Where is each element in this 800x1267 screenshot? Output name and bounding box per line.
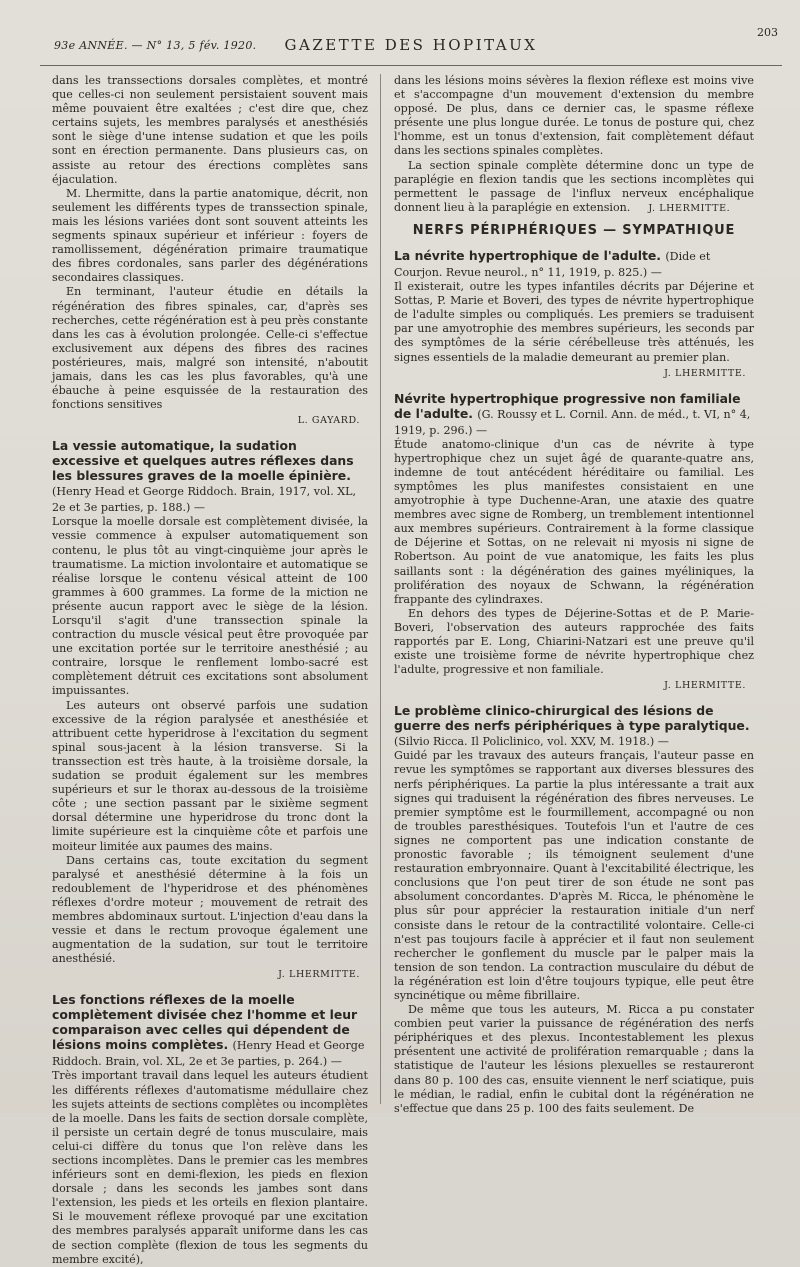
right-column <box>394 74 754 1115</box>
article-title-text: La vessie automatique, la sudation excessive et quelques autres réflexes dans les blessures graves de la moelle épinière. <box>52 438 354 484</box>
article-title-text: La névrite hypertrophique de l'adulte. <box>394 248 662 264</box>
paragraph: En terminant, l'auteur étudie en détails la régénération des fibres spinales, car, d'après ses recherches, cette régénération est à peu près constante dans les cas à évolution prolongée. Celle-ci s'effectue exclusivement aux dépens des fibres des racines postérieures, mais, malgré son intensité, n'aboutit jamais, dans les cas les plus favorables, qu'à une ébauche à peine esquissée de la restauration des fonctions sensitives <box>52 285 368 412</box>
paragraph-text: La section spinale complète détermine donc un type de paraplégie en flexion tandis que les sections incomplètes qui permettent le passage de l'influx nerveux encéphalique donnent lieu à la paraplégie en extension. <box>394 158 754 214</box>
author-signature: J. LHERMITTE. <box>664 367 746 379</box>
article-title <box>394 391 754 438</box>
paragraph: dans les lésions moins sévères la flexion réflexe est moins vive et s'accompagne d'un mouvement d'extension du membre opposé. De plus, dans ce dernier cas, le spasme réflexe présente une plus longue durée. Le tonus de posture qui, chez l'homme, est un tonus d'extension, fait complètement défaut dans les sections spinales complètes. <box>394 74 754 158</box>
article-title <box>394 703 754 749</box>
author-signature: J. LHERMITTE. <box>278 969 360 981</box>
article-reference: (Dide et Courjon. Revue neurol., n° 11, 1919, p. 825.) — <box>394 250 711 280</box>
article-title <box>394 248 754 280</box>
article-reference: (Silvio Ricca. Il Policlinico, vol. XXV, M. 1918.) — <box>394 735 669 749</box>
paragraph: En dehors des types de Déjerine-Sottas et de P. Marie-Boveri, l'observation des auteurs rapprochée des faits rapportés par E. Long, Chiarini-Natzari est une preuve qu'il existe une troisième forme de névrite hypertrophique chez l'adulte, progressive et non familiale. <box>394 606 754 677</box>
paragraph: Les auteurs ont observé parfois une sudation excessive de la région paralysée et anesthésiée et attribuent cette hyperidrose à l'excitation du segment spinal sous-jacent à la lésion transverse. Si la transsection est très haute, à la troisième dorsale, la sudation se produit également sur les membres supérieurs et sur le thorax au-dessous de la troisième côte ; une section passant par le sixième segment dorsal détermine une hyperidrose du tronc dont la limite supérieure est la cinquième côte et parfois une moiteur limitée aux paumes des mains. <box>52 698 368 853</box>
paragraph <box>394 159 754 216</box>
paragraph: Dans certains cas, toute excitation du segment paralysé et anesthésié détermine à la fois un redoublement de l'hyperidrose et des phénomènes réflexes d'ordre moteur ; mouvement de retrait des membres abdominaux surtout. L'injection d'eau dans la vessie et dans le rectum provoque également une augmentation de la sudation, sur tout le territoire anesthésié. <box>52 853 368 966</box>
paragraph: De même que tous les auteurs, M. Ricca a pu constater combien peut varier la puissance de régénération des nerfs périphériques et des plexus. Incontestablement les plexus présentent une activité de prolifération remarquable ; dans la statistique de l'auteur les lésions plexuelles se restaureront dans 80 p. 100 des cas, ensuite viennent le nerf sciatique, puis le médian, le radial, enfin le cubital dont la régénération ne s'effectue que dans 25 p. 100 des faits seulement. De <box>394 1003 754 1115</box>
section-heading: NERFS PÉRIPHÉRIQUES — SYMPATHIQUE <box>412 222 736 238</box>
paragraph: dans les transsections dorsales complètes, et montré que celles-ci non seulement persistaient souvent mais même pouvaient être exaltées ; c'est dire que, chez certains sujets, les membres paralysés et anesthésiés sont le siège d'une intense sudation et que les poils sont en érection permanente. Dans plusieurs cas, on assiste au retour des érections complètes sans éjaculation. <box>52 74 368 186</box>
issue-info: 93e ANNÉE. — N° 13, 5 fév. 1920. <box>54 39 257 52</box>
paragraph: Très important travail dans lequel les auteurs étudient les différents réflexes d'automatisme médullaire chez les sujets atteints de sections complètes ou incomplètes de la moelle. Dans les faits de section dorsale complète, il persiste un certain degré de tonus musculaire, mais celui-ci diffère du tonus que l'on relève dans les sections incomplètes. Dans le premier cas les membres inférieurs sont en demi-flexion, les pieds en flexion dorsale ; dans les seconds les jambes sont dans l'extension, les pieds et les orteils en flexion plantaire. Si le mouvement réflexe provoqué par une excitation des membres paralysés apparaît uniforme dans les cas de section complète (flexion de tous les segments du membre excité), <box>52 1069 368 1266</box>
article-title-text: Les fonctions réflexes de la moelle complètement divisée chez l'homme et leur comparaison avec celles qui dépendent de lésions moins complètes. <box>52 992 358 1053</box>
article-title <box>52 992 368 1069</box>
article-title-text: Névrite hypertrophique progressive non familiale de l'adulte. <box>394 390 741 421</box>
paragraph: Guidé par les travaux des auteurs français, l'auteur passe en revue les symptômes se rapportant aux diverses blessures des nerfs périphériques. La partie la plus intéressante a trait aux signes qui traduisent la régénération des fibres nerveuses. Le premier symptôme est le fourmillement, accompagné ou non de troubles paresthésiques. Toutefois l'un et l'autre de ces signes ne comportent pas une indication constante de pronostic favorable ; ils témoignent seulement d'une restauration embryonnaire. Quant à l'excitabilité électrique, les conclusions que l'on peut tirer de son étude ne sont pas absolument concordantes. D'après M. Ricca, le phénomène le plus sûr pour apprécier la restauration initiale d'un nerf consiste dans le retour de la contractilité volontaire. Celle-ci n'est pas toujours facile à apprécier et il faut non seulement rechercher le gonflement du muscle par le palper mais la tension de son tendon. La contraction musculaire du début de la régénération est loin d'être toujours typique, elle peut être syncinétique ou même fibrillaire. <box>394 749 754 1002</box>
author-signature: L. GAYARD. <box>297 415 360 427</box>
column-divider <box>380 74 381 1104</box>
page-number: 203 <box>757 26 778 39</box>
paragraph: Étude anatomo-clinique d'un cas de névrite à type hypertrophique chez un sujet âgé de quarante-quatre ans, indemne de tout antécédent héréditaire ou familial. Les symptômes les plus manifestes consistaient en une amyotrophie à type Duchenne-Aran, une ataxie des quatre membres avec signe de Romberg, un tremblement intentionnel aux membres supérieurs. Contrairement à la forme classique de Déjerine et Sottas, on ne relevait ni myosis ni signe de Robertson. Au point de vue anatomique, les faits les plus saillants sont : la dégénération des gaines myéliniques, la prolifération des noyaux de Schwann, la régénération frappante des cylindraxes. <box>394 437 754 606</box>
journal-title: GAZETTE DES HOPITAUX <box>284 36 538 54</box>
article-reference: (Henry Head et George Riddoch. Brain, 1917, vol. XL, 2e et 3e parties, p. 188.) — <box>52 485 357 515</box>
paragraph: M. Lhermitte, dans la partie anatomique, décrit, non seulement les différents types de transsection spinale, mais les lésions variées dont sont souvent atteints les segments spinaux supérieur et inférieur : foyers de ramollissement, dégénération primaire traumatique des fibres cordonales, sans parler des dégénérations secondaires classiques. <box>52 186 368 285</box>
paragraph: Lorsque la moelle dorsale est complètement divisée, la vessie commence à expulser automatiquement son contenu, le plus tôt au vingt-cinquième jour après le traumatisme. La miction involontaire et automatique se réalise lorsque le contenu vésical atteint de 100 grammes à 600 grammes. La forme de la miction ne présente aucun rapport avec le siège de la lésion. Lorsqu'il s'agit d'une transsection spinale la contraction du muscle vésical peut être provoquée par une excitation portée sur le territoire anesthésié ; au contraire, lorsque le renflement lombo-sacré est complètement détruit ces excitations sont absolument impuissantes. <box>52 515 368 698</box>
paragraph: Il existerait, outre les types infantiles décrits par Déjerine et Sottas, P. Marie et Boveri, des types de névrite hypertrophique de l'adulte simples ou compliqués. Les premiers se traduisent par une amyotrophie des membres supérieurs, les seconds par des symptômes de la série cérébelleuse très atténués, les signes essentiels de la maladie demeurant au premier plan. <box>394 280 754 364</box>
article-reference: (Henry Head et George Riddoch. Brain, vol. XL, 2e et 3e parties, p. 264.) — <box>52 1039 365 1069</box>
article-title-text: Le problème clinico-chirurgical des lésions de guerre des nerfs périphériques à type paralytique. <box>394 703 750 734</box>
article-reference: (G. Roussy et L. Cornil. Ann. de méd., t. VI, n° 4, 1919, p. 296.) — <box>394 407 751 437</box>
author-signature: J. LHERMITTE. <box>664 680 746 692</box>
article-title <box>52 438 368 515</box>
page-header <box>40 26 782 66</box>
author-signature: J. LHERMITTE. <box>648 202 731 214</box>
left-column <box>52 74 368 1266</box>
